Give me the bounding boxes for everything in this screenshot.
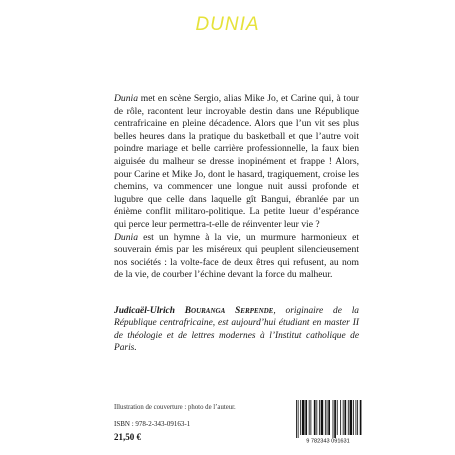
barcode-bar: [319, 400, 320, 435]
barcode-bar: [348, 400, 349, 435]
barcode-bar: [316, 400, 317, 435]
barcode-bar: [321, 400, 324, 435]
barcode-bar: [333, 400, 334, 438]
barcode-digits: 9 782343 091631: [306, 438, 350, 444]
barcode-bar: [344, 400, 346, 435]
barcode-bar: [309, 400, 310, 435]
barcode-bar: [310, 400, 311, 435]
author-first-name: Judicaël-Ulrich: [114, 306, 185, 316]
barcode: [292, 399, 364, 444]
barcode-bar: [357, 400, 358, 435]
barcode-bar: [356, 400, 357, 435]
barcode-bar: [353, 400, 354, 435]
blurb-text-2: est un hymne à la vie, un murmure harmonieux et souverain émis par les miséreux qui peuplent silencieusement nos sociétés : la volte-face de deux êtres qui refusent, au nom de la vie, de courber l’échine devant la force du malheur.: [114, 231, 359, 281]
cover-credit: Illustration de couverture : photo de l’auteur.: [114, 404, 236, 411]
author-bio: [114, 305, 359, 355]
barcode-bar: [337, 400, 338, 435]
barcode-bar: [328, 400, 330, 435]
bio-text: , originaire de la République centrafricaine, est aujourd’hui étudiant en master II de théologie et de lettres modernes à l’Institut catholique de Paris.: [114, 306, 359, 354]
book-title: DUNIA: [195, 14, 260, 35]
barcode-bar: [298, 400, 299, 438]
blurb-title-ref: Dunia: [114, 93, 138, 104]
author-last-name: Bouranga Serpende: [184, 306, 274, 316]
barcode-bar: [327, 400, 328, 435]
barcode-bar: [325, 400, 326, 435]
blurb-paragraph-1: [114, 93, 359, 232]
blurb-text-1: met en scène Sergio, alias Mike Jo, et Carine qui, à tour de rôle, racontent leur incroyable destin dans une République centrafricaine en pleine décadence. Alors que l’un vit ses plus belles heures dans la pratique du basketball et que l’autre voit poindre mariage et belle carrière professionnelle, la faux bien aiguisée du malheur se dresse inopinément et frappe ! Alors, pour Carine et Mike Jo, dont le hasard, tragiquement, croise les chemins, va commencer une longue nuit aussi profonde et lugubre que celle dans laquelle gît Bangui, ébranlée par un énième conflit militaro-politique. La petite lueur d’espérance qui perce leur permettra-t-elle de réinventer leur vie ?: [114, 93, 359, 230]
isbn-label: ISBN : 978-2-343-09163-1: [114, 420, 191, 428]
barcode-bar: [296, 400, 297, 438]
back-cover-blurb: [114, 93, 359, 282]
barcode-graphic: [292, 399, 364, 444]
author-name: [114, 306, 273, 316]
price-label: 21,50 €: [114, 432, 141, 442]
barcode-bar: [305, 400, 307, 435]
barcode-bar: [302, 400, 305, 435]
barcode-bar: [300, 400, 301, 435]
barcode-bar: [314, 400, 316, 435]
barcode-bar: [334, 400, 336, 438]
barcode-bar: [343, 400, 344, 435]
blurb-paragraph-2: [114, 232, 359, 282]
barcode-bar: [340, 400, 341, 435]
barcode-bar: [350, 400, 353, 435]
barcode-bar: [360, 400, 362, 435]
blurb-title-ref-2: Dunia: [114, 231, 138, 243]
